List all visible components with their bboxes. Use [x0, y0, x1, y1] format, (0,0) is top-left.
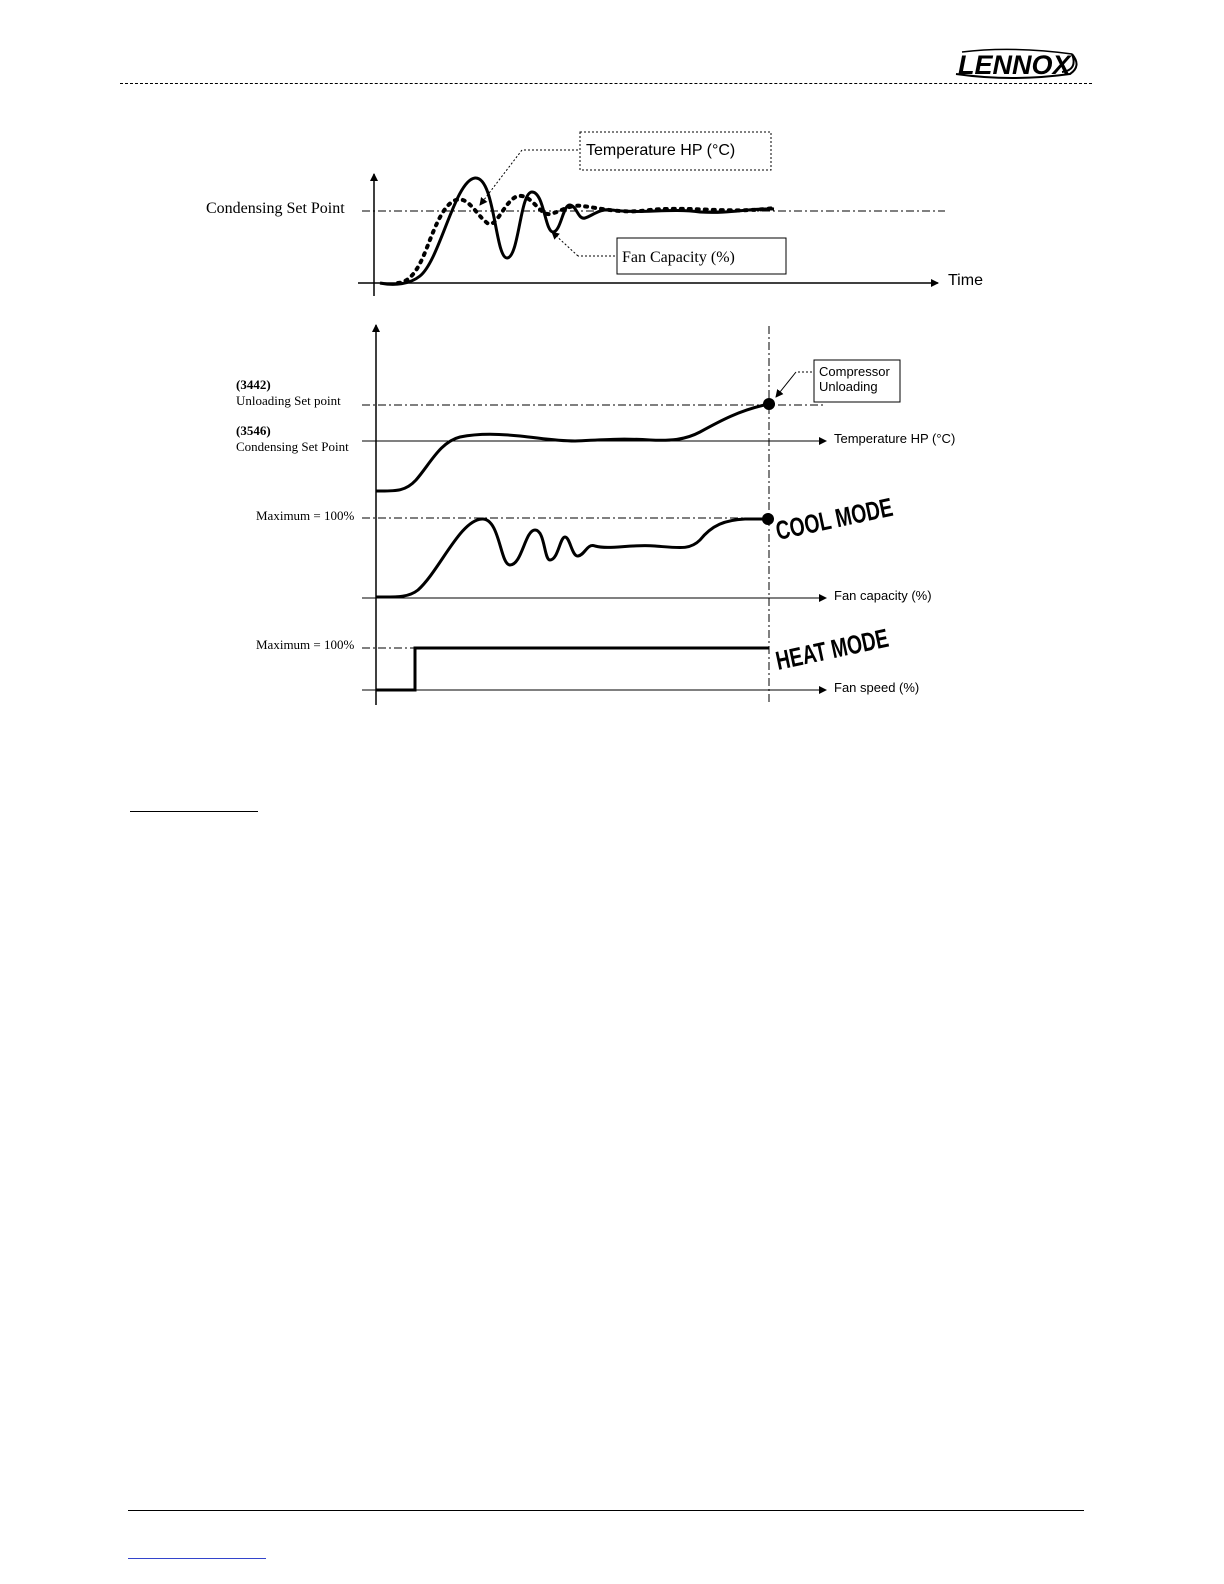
compressor-callout-line2: Unloading [819, 379, 878, 394]
fan-speed-step-curve [376, 648, 769, 690]
cool-mode-label: COOL MODE [773, 491, 896, 546]
condensing-label: Condensing Set Point [236, 439, 349, 454]
max-fan-capacity-marker [762, 513, 774, 525]
unloading-code: (3442) [236, 377, 271, 392]
callout-temperature-text: Temperature HP (°C) [586, 142, 736, 159]
top-chart [206, 132, 983, 296]
footer-link-underline[interactable] [128, 1558, 266, 1559]
logo-text: LENNOX [958, 50, 1071, 80]
unloading-label: Unloading Set point [236, 393, 341, 408]
compressor-callout-pointer [776, 372, 796, 397]
bottom-temperature-curve [376, 404, 769, 491]
callout-fan-text: Fan Capacity (%) [622, 249, 735, 266]
bottom-fan-capacity-curve [376, 519, 769, 597]
callout-fan-pointer [552, 232, 578, 256]
section-heading-underline [130, 811, 258, 812]
fan-control-diagram [0, 0, 1224, 760]
heat-mode-label: HEAT MODE [773, 622, 892, 676]
bottom-chart [236, 325, 955, 705]
footer-divider [128, 1510, 1084, 1511]
max-fan-speed-label: Maximum = 100% [256, 637, 355, 652]
top-y-label: Condensing Set Point [206, 200, 345, 217]
unloading-point-marker [763, 398, 775, 410]
max-fan-capacity-label: Maximum = 100% [256, 508, 355, 523]
condensing-code: (3546) [236, 423, 271, 438]
top-x-label: Time [948, 272, 983, 289]
fan-speed-axis-label: Fan speed (%) [834, 680, 920, 695]
compressor-callout-line1: Compressor [819, 364, 890, 379]
fan-capacity-axis-label: Fan capacity (%) [834, 588, 932, 603]
temperature-axis-label: Temperature HP (°C) [834, 431, 956, 446]
